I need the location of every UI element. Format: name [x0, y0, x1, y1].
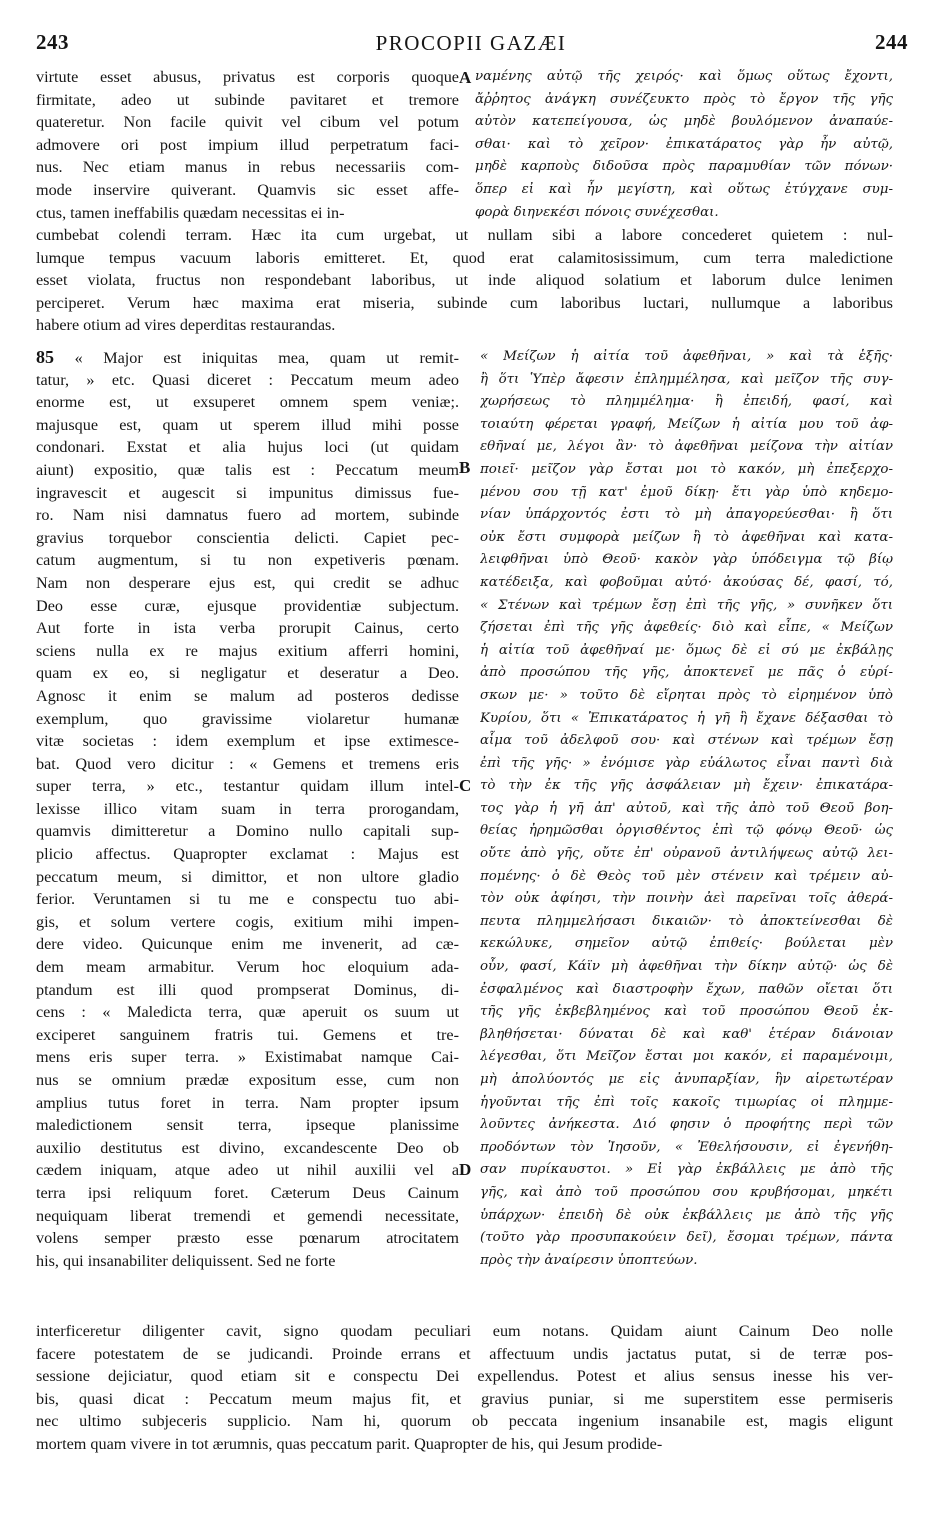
line-text: cumbebat colendi terram. Hæc ita cum urgebat, ut nullam sibi a labore concederet quietem : nul-	[36, 226, 893, 244]
text-line	[480, 1250, 893, 1273]
text-line	[36, 685, 459, 708]
text-line	[36, 1092, 459, 1115]
line-text: ro. Nam nisi damnatus fuero ad mortem, subinde	[36, 506, 459, 525]
line-text: λοῦντες ἀνήκεστα. Διό φησιν ὁ προφήτης περὶ τῶν	[480, 1117, 893, 1133]
line-text: tatur, » etc. Quasi diceret : Peccatum meum adeo	[36, 370, 459, 389]
text-line	[36, 640, 459, 663]
line-text: λειφθῆναι ὑπὸ Θεοῦ· κακὸν γὰρ ὑπόδειγμα τῷ βίῳ	[480, 552, 893, 568]
text-line	[36, 224, 893, 247]
line-text: condonari. Exstat et alia hujus loci (ut quidam	[36, 438, 459, 457]
running-title: PROCOPII GAZÆI	[375, 31, 567, 55]
text-line	[36, 179, 459, 202]
line-text: catum augmentum, si tu non expetiveris pœnam.	[36, 551, 459, 570]
line-text: σθαι· καὶ τὸ χεῖρον· ἐπικατάρατος γὰρ ἦν αὐτῷ,	[475, 136, 893, 152]
text-line	[480, 843, 893, 866]
text-line	[36, 1001, 459, 1024]
line-text: bat. Quod vero dicitur : « Gemens et tremens eris	[36, 754, 459, 773]
line-text: μηδὲ καρποὺς διδοῦσα πρὸς παραμυθίαν τῶν πόνων·	[475, 159, 893, 175]
line-text: Nam non desperare ejus est, qui credit se adhuc	[36, 573, 459, 592]
line-text: θείας ἠρημῶσθαι ὀργισθέντος ἐπὶ τῷ φόνῳ Θεοῦ· ὡς	[480, 823, 893, 839]
text-line	[36, 89, 459, 112]
text-line	[36, 436, 459, 459]
line-text: nequiquam liberat tremendi et gemendi necessitate,	[36, 1206, 459, 1225]
text-line	[480, 820, 893, 843]
text-line	[480, 482, 893, 505]
line-text: nus se omnium prædæ expositum esse, cum non	[36, 1071, 459, 1089]
line-text: firmitate, adeo ut subinde pavitaret et tremore	[36, 90, 459, 109]
text-line	[36, 933, 459, 956]
margin-marker-a: A	[459, 68, 472, 87]
text-line	[36, 1227, 459, 1250]
text-line	[36, 843, 459, 866]
line-text: admovere ori post impium illud perpetratum faci-	[36, 135, 459, 154]
line-text: mens eris super terra. » Existimabat namque Cai-	[36, 1048, 459, 1067]
line-text: κεκώλυκε, σημεῖον αὐτῷ ἐπιθείς· βούλεται μὲν	[480, 936, 893, 952]
text-line	[480, 346, 893, 369]
text-line	[480, 1182, 893, 1205]
line-text: γῆς, καὶ ἀπὸ τοῦ προσώπου σου κρυβήσομαι, μηκέτι	[480, 1184, 893, 1200]
line-text: ἢ ὅτι Ὑπὲρ ἄφεσιν ἐπλημμέλησα, καὶ μεῖζον τῆς συγ-	[480, 371, 893, 387]
text-line	[475, 134, 893, 157]
line-text: dem meam armabitur. Verum hoc eloquium ada-	[36, 958, 459, 977]
line-text: « Μείζων ἡ αἰτία τοῦ ἀφεθῆναι, » καὶ τὰ ἑξῆς·	[480, 349, 893, 364]
line-text: ἄῤῥητος ἀνάγκη συνέζευκτο πρὸς τὸ ἔργον τῆς γῆς	[475, 91, 893, 107]
line-text: ἀπὸ προσώπου τῆς γῆς, ἀποκτενεῖ με πᾶς ὁ εὑρί-	[480, 665, 893, 681]
line-text: ἡ αἰτία τοῦ ἀφεθῆναί με· ὅμως δὲ εἰ σύ με ἐκβάλῃς	[480, 642, 893, 658]
text-line	[475, 156, 893, 179]
line-text: his, qui insanabiliter deliquissent. Sed ne forte	[36, 1251, 336, 1270]
text-line	[480, 662, 893, 685]
text-line	[36, 1343, 893, 1366]
top-greek-column	[475, 66, 893, 224]
text-line	[480, 1114, 893, 1137]
line-text: « Major est iniquitas mea, quam ut remit-	[74, 349, 459, 367]
text-line	[480, 391, 893, 414]
line-text: (τοῦτο γὰρ προσυπακούειν δεῖ), ἔσομαι τρέμων, πάντα	[480, 1230, 893, 1246]
section-greek-column	[480, 346, 893, 1272]
line-text: perciperet. Verum hæc maxima erat miseria, subinde cum laboribus luctari, nullumque a laboribus	[36, 293, 893, 312]
line-text: Deo esse curæ, ejusque providentiæ subjectum.	[36, 596, 459, 615]
line-text: interficeretur diligenter cavit, signo quodam peculiari eum notans. Quidam aiunt Cainum Deo nolle	[36, 1322, 893, 1340]
line-text: sessione dejiciatur, quod etiam sit e conspectu Dei expellendus. Potest et alius sensus inesse his ver-	[36, 1367, 893, 1386]
line-text: super terra, » etc., testantur quidam illum intel-	[36, 777, 459, 796]
line-text: aiunt) expositio, quæ talis est : Peccatum meum	[36, 460, 459, 479]
text-line	[475, 89, 893, 112]
line-text: αἷμα τοῦ ἀδελφοῦ σου· καὶ στένων καὶ τρέμων ἔσῃ	[480, 733, 893, 749]
line-text: ὑπάρχων· ἐπειδὴ δὲ οὐκ ἐκβάλλεις με ἀπὸ τῆς γῆς	[480, 1207, 893, 1223]
text-line	[480, 1001, 893, 1024]
line-text: mode inservire quiverant. Quamvis sic esset affe-	[36, 180, 459, 199]
text-line	[36, 414, 459, 437]
line-text: maledictionem sensit terra, ipseque planissime	[36, 1116, 459, 1135]
right-page-number: 244	[875, 30, 908, 54]
text-line	[480, 527, 893, 550]
text-line	[480, 1024, 893, 1047]
text-line	[480, 1205, 893, 1228]
text-line	[480, 798, 893, 821]
line-text: βληθήσεται· δύναται δὲ καὶ καθ' ἑτέραν διάνοιαν	[480, 1026, 893, 1042]
text-line	[36, 1250, 459, 1273]
text-line	[36, 1320, 893, 1343]
text-line	[36, 1069, 459, 1092]
line-text: αὐτὸν κατεπείγουσα, ὡς μηδὲ βουλόμενον ἀναπαύε-	[475, 114, 893, 130]
text-line	[36, 482, 459, 505]
line-text: ἐσφαλμένος καὶ διαστροφὴν ἔχων, παθῶν οἴεται ὅτι	[480, 981, 893, 997]
text-line	[480, 1092, 893, 1115]
line-text: habere otium ad vires deperditas restaurandas.	[36, 316, 336, 335]
line-text: enorme est, ut exsuperet omnem spem veniæ;.	[36, 393, 459, 412]
text-line	[480, 933, 893, 956]
line-text: terra ipsi reliquum foret. Cæterum Deus Cainum	[36, 1183, 459, 1202]
line-text: volens semper præsto esse pœnarum atrocitatem	[36, 1229, 459, 1248]
text-line	[480, 549, 893, 572]
margin-marker-b: B	[459, 458, 471, 477]
line-text: quateretur. Non facile quivit vel cibum vel potum	[36, 113, 459, 132]
line-text: peccatum meum, si dimittor, et non ultore gladio	[36, 867, 459, 886]
text-line	[480, 595, 893, 618]
line-text: ptandum est illi quod prompserat Dominus, di-	[36, 980, 459, 999]
text-line	[36, 369, 459, 392]
text-line	[480, 911, 893, 934]
text-line	[36, 1114, 459, 1137]
left-page-number: 243	[36, 30, 69, 54]
line-text: facere potestatem de se judicandi. Proinde errans et affectuum undis jactatus putat, si de terræ pos-	[36, 1344, 893, 1363]
line-text: μένου σου τῇ κατ' ἐμοῦ δίκῃ· ἔτι γὰρ ὑπὸ κηδεμο-	[480, 484, 893, 500]
text-line	[480, 775, 893, 798]
section-number: 85	[36, 347, 54, 367]
text-line	[36, 1046, 459, 1069]
line-text: ποιεῖ· μεῖζον γὰρ ἔσται μοι τὸ κακόν, μὴ ἐπεξερχο-	[480, 461, 893, 477]
line-text: φορὰ διηνεκέσι πόνοις συνέχεσθαι.	[475, 204, 719, 220]
line-text: cædem iniquam, atque adeo ut nihil auxilii vel a	[36, 1161, 459, 1180]
line-text: quamvis dimitteretur a Domino nullo capitali sup-	[36, 822, 459, 841]
text-line	[480, 436, 893, 459]
text-line	[480, 708, 893, 731]
text-line	[480, 572, 893, 595]
text-line	[36, 1433, 893, 1456]
text-line	[480, 414, 893, 437]
section-latin-column	[36, 346, 459, 1272]
text-line	[480, 1069, 893, 1092]
line-text: τὸ τὴν ἐκ τῆς γῆς ἀσφάλειαν μὴ ἔχειν· ἐπικατάρα-	[480, 778, 893, 794]
text-line	[480, 369, 893, 392]
text-line	[36, 292, 893, 315]
line-text: τῆς γῆς ἐκβεβλημένος καὶ τοῦ προσώπου Θεοῦ ἐκ-	[480, 1004, 893, 1020]
text-line	[480, 888, 893, 911]
line-text: λέγεσθαι, ὅτι Μεῖζον ἔσται μοι κακόν, εἰ παραμένοιμι,	[480, 1049, 893, 1065]
text-line	[480, 979, 893, 1002]
line-text: gravius torquebor conscientia delicti. Capiet pec-	[36, 528, 459, 547]
text-line	[36, 504, 459, 527]
text-line	[480, 1137, 893, 1160]
line-text: dere video. Quicunque enim me invenerit, ad cæ-	[36, 935, 459, 954]
text-line	[480, 866, 893, 889]
text-line	[36, 391, 459, 414]
text-line	[36, 662, 459, 685]
line-text: amplius tutus foret in terra. Nam propter ipsum	[36, 1093, 459, 1112]
text-line	[36, 1024, 459, 1047]
line-text: ctus, tamen ineffabilis quædam necessitas ei in-	[36, 203, 345, 222]
text-line	[475, 111, 893, 134]
margin-marker-c: C	[459, 776, 472, 795]
line-text: ferior. Veruntamen si tu me e conspectu tuo abi-	[36, 890, 459, 909]
text-line	[36, 202, 459, 225]
text-line	[36, 459, 459, 482]
line-text: τοιαύτη φέρεται γραφή, Μείζων ἡ αἰτία μου τοῦ ἀφ-	[480, 416, 893, 432]
line-text: ὅπερ εἰ καὶ ἦν μεγίστη, καὶ οὕτως ἐτύγχανε συμ-	[475, 181, 893, 197]
text-line	[480, 753, 893, 776]
line-text: ναμένης αὐτῷ τῆς χειρός· καὶ ὅμως οὕτως ἔχοντι,	[475, 69, 893, 84]
line-text: τος γὰρ ἡ γῆ ἀπ' αὐτοῦ, καὶ τῆς ἀπὸ τοῦ Θεοῦ βοη-	[480, 800, 893, 816]
text-line	[36, 134, 459, 157]
text-line	[36, 111, 459, 134]
text-line	[36, 269, 893, 292]
line-text: bis, quasi dicat : Peccatum meum majus fit, et gravius puniar, si me superstitem esse permiseris	[36, 1389, 893, 1408]
line-text: plicio affectus. Quapropter exclamat : Majus est	[36, 845, 459, 864]
text-line	[36, 66, 459, 89]
line-text: οὖν, φασί, Κάϊν μὴ ἀφεθῆναι τὴν δίκην αὐτῷ· ὡς δὲ	[480, 959, 893, 975]
text-line	[36, 1365, 893, 1388]
text-line	[36, 1205, 459, 1228]
text-line	[36, 549, 459, 572]
line-text: σαν πυρίκαυστοι. » Εἰ γὰρ ἐκβάλλεις με ἀπὸ τῆς	[480, 1162, 893, 1178]
text-line	[36, 798, 459, 821]
text-line	[480, 504, 893, 527]
text-line	[36, 314, 893, 337]
text-line	[36, 247, 893, 270]
line-text: προδόντων τὸν Ἰησοῦν, « Ἐθελήσουσιν, εἰ ἐγενήθη-	[480, 1139, 893, 1155]
line-text: auxilio destitutus est divino, excandescente Deo ob	[36, 1138, 459, 1157]
text-line	[36, 775, 459, 798]
line-text: « Στένων καὶ τρέμων ἔσῃ ἐπὶ τῆς γῆς, » συνῆκεν ὅτι	[480, 597, 893, 613]
text-line	[36, 527, 459, 550]
line-text: σκων με· » τοῦτο δὲ εἴρηται πρὸς τὸ εἰρημένον ὑπὸ	[480, 687, 893, 703]
text-line	[36, 911, 459, 934]
text-line	[36, 572, 459, 595]
top-latin-column	[36, 66, 459, 224]
line-text: πομένης· ὁ δὲ Θεὸς τοῦ μὲν στένειν καὶ τρέμειν αὐ-	[480, 868, 893, 884]
text-line	[36, 956, 459, 979]
text-line	[36, 888, 459, 911]
text-line	[36, 346, 459, 369]
line-text: ingravescit et augescit si impunitus dimissus fue-	[36, 483, 459, 502]
margin-marker-d: D	[459, 1160, 472, 1179]
text-line	[36, 753, 459, 776]
full-width-paragraph-1	[36, 224, 893, 337]
line-text: Agnosc it enim se malum ad posteros dedisse	[36, 686, 459, 705]
line-text: mortem quam vivere in tot ærumnis, quas peccatum parit. Quapropter de his, qui Jesum prodide-	[36, 1434, 663, 1453]
line-text: Κυρίου, ὅτι « Ἐπικατάρατος ἡ γῆ ἣ ἔχανε δέξασθαι τὸ	[480, 710, 893, 726]
line-text: εθῆναί με, λέγοι ἂν· τὸ ἀφεθῆναι μείζονα τὴν αἰτίαν	[480, 439, 893, 455]
line-text: lexisse illico vitam suam in terra prorogandam,	[36, 799, 459, 818]
text-line	[36, 1388, 893, 1411]
line-text: virtute esset abusus, privatus est corporis quoque	[36, 68, 459, 86]
line-text: τὸν οὐκ ἀφίησι, τὴν ποινὴν ἀεὶ παρεῖναι τοῖς ἀθερά-	[480, 891, 893, 907]
text-line	[36, 866, 459, 889]
text-line	[480, 956, 893, 979]
text-line	[480, 685, 893, 708]
text-line	[475, 66, 893, 89]
text-line	[480, 1046, 893, 1069]
line-text: χωρήσεως τὸ πλημμέλημα· ἢ ἐπειδή, φασί, καὶ	[480, 394, 893, 410]
line-text: ζήσεται ἐπὶ τῆς γῆς ἀφεθείς· διὸ καὶ εἶπε, « Μείζων	[480, 620, 893, 636]
line-text: lumque tempus vacuum laboris emitteret. Et, quod erat calamitosissimum, cum terra maledictione	[36, 248, 893, 267]
line-text: μὴ ἀπολύοντός με εἰς ἀνυπαρξίαν, ἣν αἱρετωτέραν	[480, 1072, 893, 1087]
line-text: οὔτε ἀπὸ γῆς, οὔτε ἐπ' οὐρανοῦ ἀντιλήψεως αὐτῷ λει-	[480, 846, 893, 862]
full-width-paragraph-2	[36, 1320, 893, 1456]
text-line	[36, 1182, 459, 1205]
text-line	[36, 617, 459, 640]
text-line	[475, 202, 893, 225]
line-text: majusque est, quam ut sperem illud mihi posse	[36, 415, 459, 434]
line-text: quam ex eo, si negligatur et deseratur a Deo.	[36, 664, 459, 683]
running-header	[30, 30, 912, 60]
text-line	[480, 730, 893, 753]
text-line	[36, 1159, 459, 1182]
line-text: κατέδειξα, καὶ φοβοῦμαι αὐτό· ἀκούσας δέ, φασί, τό,	[480, 574, 893, 590]
text-line	[36, 979, 459, 1002]
line-text: exemplum, quo gravissime violaretur humanæ	[36, 709, 459, 728]
line-text: nec ultimo subjeceris supplicio. Nam hi, quorum ob peccata ingenium insanabile est, magis eligunt	[36, 1412, 893, 1431]
text-line	[36, 708, 459, 731]
line-text: esset violata, fructus non respondebant laboribus, ut inde aliquod solatium et laborum dulce lenimen	[36, 271, 893, 290]
line-text: sciens nulla ex re majus exitium afferri homini,	[36, 641, 459, 660]
line-text: νίαν ὑπάρχοντός ἐστι τὸ μὴ ἀπαγορεύεσθαι· ἢ ὅτι	[480, 507, 893, 523]
line-text: nus. Nec etiam manus in rebus necessariis com-	[36, 158, 459, 177]
text-line	[36, 730, 459, 753]
text-line	[480, 640, 893, 663]
text-line	[480, 459, 893, 482]
line-text: ἐπὶ τῆς γῆς· » ἐνόμισε γὰρ εὐάλωτος εἶναι παντὶ διὰ	[480, 755, 893, 771]
text-line	[475, 179, 893, 202]
text-line	[480, 1159, 893, 1182]
text-line	[36, 1410, 893, 1433]
line-text: vitæ societas : idem exemplum et ipse extimesce-	[36, 732, 459, 751]
line-text: Aut forte in ista verba prorupit Cainus, certo	[36, 619, 459, 638]
line-text: πρὸς τὴν ἀναίρεσιν ὑποπτεύων.	[480, 1252, 698, 1268]
text-line	[36, 1137, 459, 1160]
line-text: cens : « Maledicta terra, quæ aperuit os suum ut	[36, 1003, 459, 1022]
line-text: πευτα πλημμελήσασι δικαιῶν· τὸ ἀποκτείνεσθαι δὲ	[480, 913, 893, 929]
text-line	[36, 595, 459, 618]
text-line	[36, 156, 459, 179]
text-line	[36, 820, 459, 843]
line-text: ἡγοῦνται τῆς ἐπὶ τοῖς κακοῖς τιμωρίας οἱ πλημμε-	[480, 1094, 893, 1110]
text-line	[480, 1227, 893, 1250]
text-line	[480, 617, 893, 640]
line-text: exciperet sanguinem fratris tui. Gemens et tre-	[36, 1025, 459, 1044]
line-text: οὐκ ἔστι συμφορὰ μείζων ἢ τὸ ἀφεθῆναι καὶ κατα-	[480, 529, 893, 545]
line-text: gis, et solum vertere cogis, exitium mihi impen-	[36, 912, 459, 931]
